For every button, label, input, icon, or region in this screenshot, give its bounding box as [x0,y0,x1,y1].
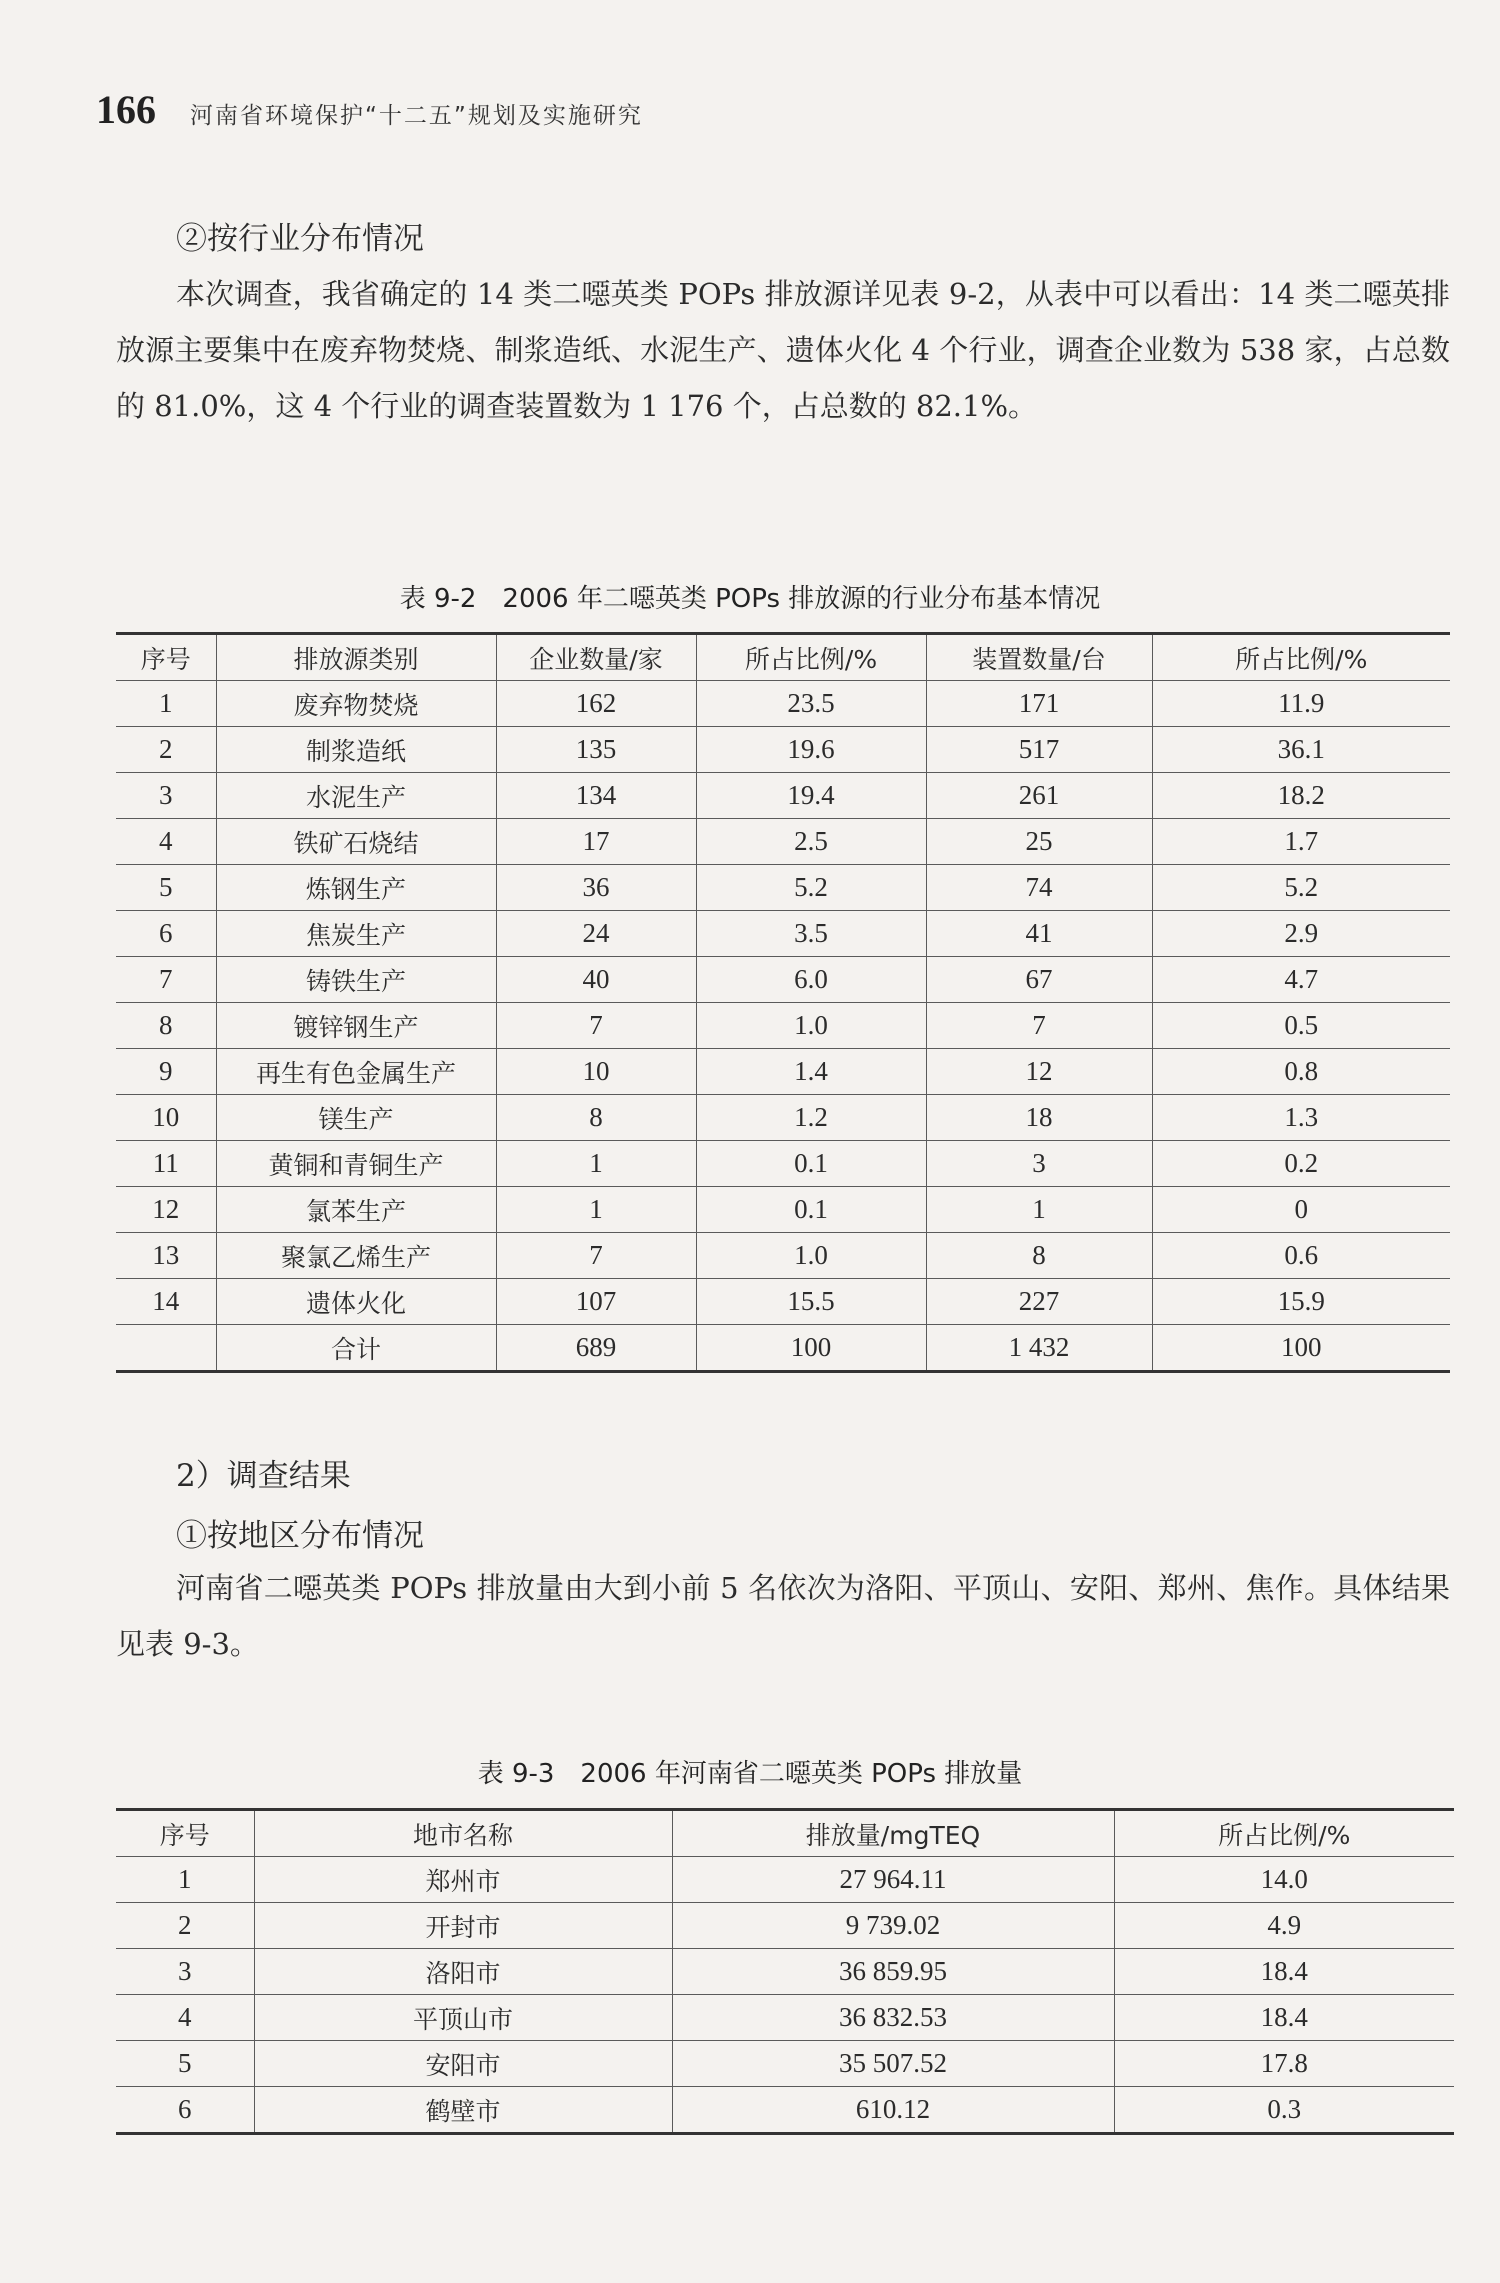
table-cell: 再生有色金属生产 [216,1049,496,1095]
table-cell: 0.1 [696,1187,926,1233]
table-cell: 铁矿石烧结 [216,819,496,865]
table-cell: 6 [116,2087,254,2134]
table-cell: 12 [926,1049,1152,1095]
table-cell: 67 [926,957,1152,1003]
table-cell: 15.9 [1152,1279,1450,1325]
table-cell: 1 [116,1857,254,1903]
table-row [116,1903,1454,1949]
table-cell: 9 739.02 [672,1903,1114,1949]
table-row [116,681,1450,727]
table-cell: 19.6 [696,727,926,773]
table-cell: 焦炭生产 [216,911,496,957]
table-cell: 7 [926,1003,1152,1049]
table-cell: 3.5 [696,911,926,957]
table-cell: 41 [926,911,1152,957]
table-cell: 4 [116,819,216,865]
table-cell: 1.0 [696,1233,926,1279]
table-header-row [116,634,1450,681]
table-cell: 黄铜和青铜生产 [216,1141,496,1187]
table-cell: 0.2 [1152,1141,1450,1187]
table-cell: 5 [116,865,216,911]
table-cell: 162 [496,681,696,727]
table-cell: 40 [496,957,696,1003]
table-cell: 18.4 [1114,1949,1454,1995]
table-cell: 171 [926,681,1152,727]
table-cell: 12 [116,1187,216,1233]
table-cell: 铸铁生产 [216,957,496,1003]
table-row [116,1049,1450,1095]
column-header: 所占比例/% [696,634,926,681]
table-cell: 7 [496,1003,696,1049]
table-cell: 遗体火化 [216,1279,496,1325]
table-cell: 11.9 [1152,681,1450,727]
table-cell: 610.12 [672,2087,1114,2134]
table-cell: 2.5 [696,819,926,865]
table-cell: 8 [496,1095,696,1141]
column-header: 序号 [116,1810,254,1857]
column-header: 地市名称 [254,1810,672,1857]
table-row [116,1949,1454,1995]
table-cell: 9 [116,1049,216,1095]
table-cell: 517 [926,727,1152,773]
table-cell: 5.2 [696,865,926,911]
table-cell: 1.3 [1152,1095,1450,1141]
page-header [96,86,643,133]
table-cell: 1 [496,1141,696,1187]
table-cell: 合计 [216,1325,496,1372]
table-cell: 261 [926,773,1152,819]
column-header: 企业数量/家 [496,634,696,681]
table-cell: 35 507.52 [672,2041,1114,2087]
table-cell: 36 832.53 [672,1995,1114,2041]
table-cell: 郑州市 [254,1857,672,1903]
table-cell: 1 [496,1187,696,1233]
table-cell: 18.4 [1114,1995,1454,2041]
section-subheading-region: ①按地区分布情况 [176,1518,424,1554]
table-cell: 洛阳市 [254,1949,672,1995]
table-cell: 18 [926,1095,1152,1141]
table-cell: 聚氯乙烯生产 [216,1233,496,1279]
table-row [116,1095,1450,1141]
table-row [116,911,1450,957]
table-row [116,1187,1450,1233]
column-header: 排放源类别 [216,634,496,681]
table-cell: 6 [116,911,216,957]
section-heading-industry: ②按行业分布情况 [176,221,424,257]
table-cell: 107 [496,1279,696,1325]
table-cell: 1.0 [696,1003,926,1049]
table-cell: 鹤壁市 [254,2087,672,2134]
table-cell: 0.1 [696,1141,926,1187]
table-row [116,865,1450,911]
table-cell: 6.0 [696,957,926,1003]
column-header: 所占比例/% [1152,634,1450,681]
table-cell: 15.5 [696,1279,926,1325]
column-header: 排放量/mgTEQ [672,1810,1114,1857]
table-cell: 4.9 [1114,1903,1454,1949]
table-cell: 10 [496,1049,696,1095]
table-cell: 4 [116,1995,254,2041]
column-header: 装置数量/台 [926,634,1152,681]
table-cell: 开封市 [254,1903,672,1949]
table-row [116,1233,1450,1279]
table-cell: 17 [496,819,696,865]
table-cell: 1 [116,681,216,727]
table-cell: 24 [496,911,696,957]
table-cell: 8 [116,1003,216,1049]
table-cell [116,1325,216,1372]
table-cell: 1 [926,1187,1152,1233]
table-cell: 5.2 [1152,865,1450,911]
table-cell: 水泥生产 [216,773,496,819]
section-heading-results: 2）调查结果 [176,1458,351,1494]
table-row [116,2087,1454,2134]
table-cell: 3 [926,1141,1152,1187]
table-cell: 11 [116,1141,216,1187]
table-cell: 0 [1152,1187,1450,1233]
table-cell: 3 [116,773,216,819]
table-cell: 0.6 [1152,1233,1450,1279]
table-row [116,1003,1450,1049]
table-row [116,819,1450,865]
table-cell: 1.2 [696,1095,926,1141]
paragraph-industry: 本次调查，我省确定的 14 类二噁英类 POPs 排放源详见表 9-2，从表中可以看出：14 类二噁英排放源主要集中在废弃物焚烧、制浆造纸、水泥生产、遗体火化 4 个行业，调查企业数为 538 家，占总数的 81.0%，这 4 个行业的调查装置数为 1 176 个，占总数的 82.1%。 [116,277,1450,423]
table-cell: 25 [926,819,1152,865]
table-cell: 0.5 [1152,1003,1450,1049]
table-cell: 689 [496,1325,696,1372]
table-cell: 镀锌钢生产 [216,1003,496,1049]
table-cell: 平顶山市 [254,1995,672,2041]
table-cell: 镁生产 [216,1095,496,1141]
table-cell: 0.8 [1152,1049,1450,1095]
table-9-3 [116,1808,1454,2135]
table-cell: 1 432 [926,1325,1152,1372]
table-cell: 14 [116,1279,216,1325]
table-row [116,1141,1450,1187]
table-cell: 制浆造纸 [216,727,496,773]
table-cell: 氯苯生产 [216,1187,496,1233]
table-cell: 74 [926,865,1152,911]
table-cell: 2.9 [1152,911,1450,957]
table-cell: 4.7 [1152,957,1450,1003]
table-9-3-caption: 表 9-3 2006 年河南省二噁英类 POPs 排放量 [477,1759,1023,1789]
table-row [116,1279,1450,1325]
table-row [116,773,1450,819]
table-cell: 0.3 [1114,2087,1454,2134]
table-9-2 [116,632,1450,1373]
table-cell: 134 [496,773,696,819]
table-cell: 5 [116,2041,254,2087]
table-cell: 36 859.95 [672,1949,1114,1995]
table-cell: 2 [116,1903,254,1949]
table-row [116,727,1450,773]
column-header: 序号 [116,634,216,681]
table-cell: 100 [1152,1325,1450,1372]
table-cell: 安阳市 [254,2041,672,2087]
table-cell: 炼钢生产 [216,865,496,911]
table-cell: 135 [496,727,696,773]
table-cell: 10 [116,1095,216,1141]
table-header-row [116,1810,1454,1857]
table-cell: 227 [926,1279,1152,1325]
table-cell: 100 [696,1325,926,1372]
paragraph-region: 河南省二噁英类 POPs 排放量由大到小前 5 名依次为洛阳、平顶山、安阳、郑州、焦作。具体结果见表 9-3。 [116,1571,1450,1661]
table-9-2-caption: 表 9-2 2006 年二噁英类 POPs 排放源的行业分布基本情况 [399,584,1101,614]
table-row [116,2041,1454,2087]
table-cell: 36 [496,865,696,911]
table-cell: 2 [116,727,216,773]
table-cell: 17.8 [1114,2041,1454,2087]
page-number: 166 [96,87,156,132]
table-cell: 23.5 [696,681,926,727]
table-cell: 27 964.11 [672,1857,1114,1903]
table-cell: 36.1 [1152,727,1450,773]
table-row [116,1857,1454,1903]
table-cell: 1.4 [696,1049,926,1095]
table-row [116,957,1450,1003]
table-cell: 1.7 [1152,819,1450,865]
table-cell: 7 [496,1233,696,1279]
table-cell: 13 [116,1233,216,1279]
table-cell: 19.4 [696,773,926,819]
table-row [116,1325,1450,1372]
table-cell: 14.0 [1114,1857,1454,1903]
table-row [116,1995,1454,2041]
table-cell: 7 [116,957,216,1003]
table-cell: 8 [926,1233,1152,1279]
column-header: 所占比例/% [1114,1810,1454,1857]
running-title: 河南省环境保护“十二五”规划及实施研究 [190,103,643,129]
table-cell: 废弃物焚烧 [216,681,496,727]
table-cell: 18.2 [1152,773,1450,819]
table-cell: 3 [116,1949,254,1995]
